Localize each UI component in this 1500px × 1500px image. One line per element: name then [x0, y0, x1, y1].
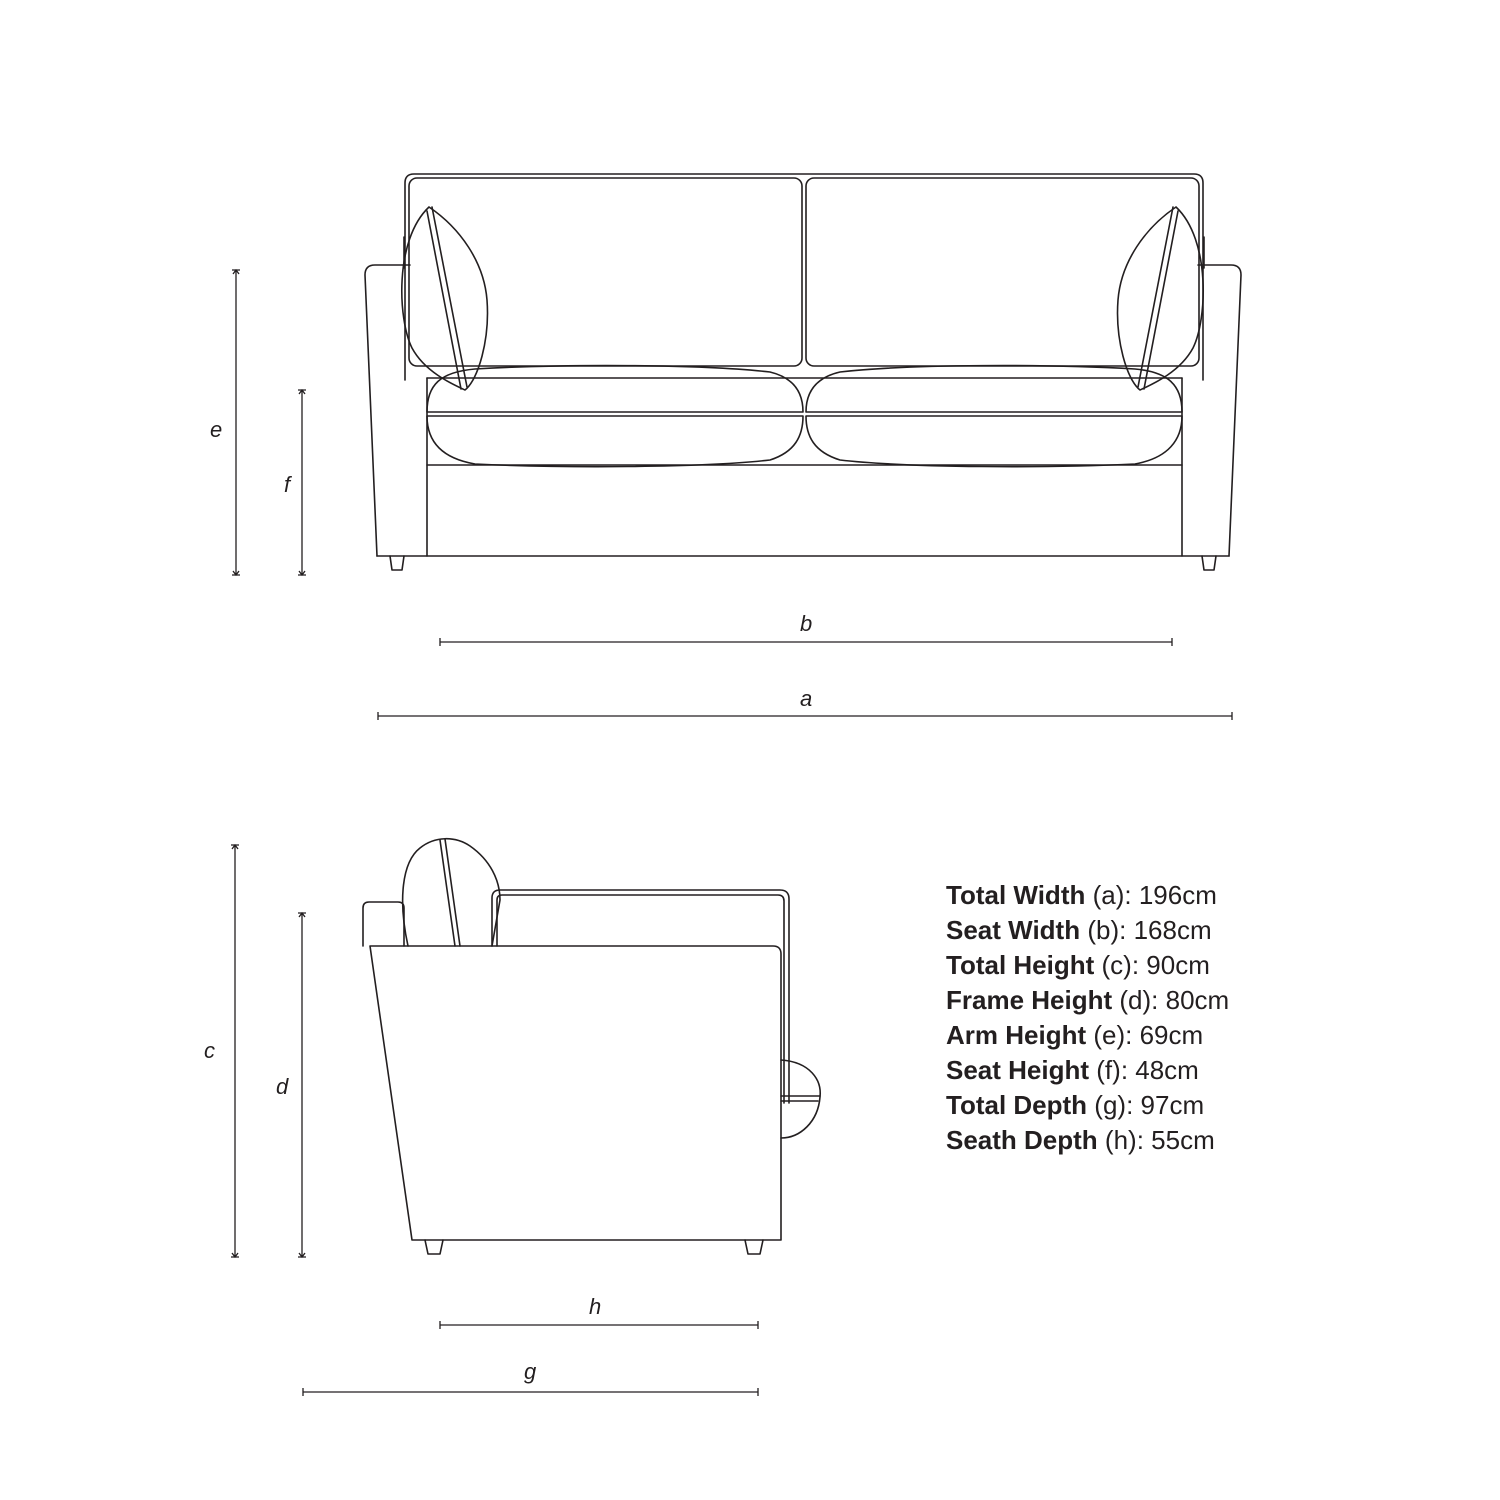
spec-key: (g)	[1094, 1090, 1127, 1120]
spec-name: Seat Width	[946, 915, 1081, 945]
back-cushion-right	[806, 178, 1199, 366]
spec-value: : 80cm	[1151, 985, 1230, 1015]
front-leg-right	[1202, 556, 1216, 570]
side-seat-cushion-seam	[781, 1096, 820, 1101]
spec-name: Total Depth	[946, 1090, 1088, 1120]
spec-key: (h)	[1104, 1125, 1137, 1155]
dimension-e	[232, 270, 240, 575]
spec-value: : 196cm	[1124, 880, 1217, 910]
seat-cushion-right-front	[806, 416, 1182, 467]
side-back-cushion-inner	[497, 895, 784, 1103]
dimension-label-d: d	[276, 1074, 289, 1099]
scatter-cushion-left	[402, 207, 488, 390]
spec-name: Arm Height	[946, 1020, 1087, 1050]
spec-name: Seat Height	[946, 1055, 1090, 1085]
side-leg-front	[745, 1240, 763, 1254]
spec-arm-height	[946, 1018, 1229, 1053]
spec-frame-height	[946, 983, 1229, 1018]
spec-total-height	[946, 948, 1229, 983]
dimension-label-f: f	[284, 472, 291, 497]
sofa-front-view	[365, 174, 1241, 570]
spec-value: : 90cm	[1131, 950, 1210, 980]
spec-key: (b)	[1087, 915, 1120, 945]
dimension-label-h: h	[589, 1294, 602, 1319]
dimension-b	[440, 638, 1172, 646]
spec-name: Total Width	[946, 880, 1086, 910]
specification-list	[946, 878, 1229, 1158]
dimension-label-e: e	[210, 417, 223, 442]
front-arm-left	[365, 265, 427, 556]
spec-key: (a)	[1092, 880, 1125, 910]
spec-name: Frame Height	[946, 985, 1113, 1015]
front-back-wing-left	[404, 237, 1204, 268]
front-base	[377, 465, 1229, 556]
spec-seat-depth	[946, 1123, 1229, 1158]
front-backrest	[405, 174, 1203, 380]
scatter-cushion-right	[1118, 207, 1204, 390]
side-scatter-cushion	[403, 839, 500, 946]
side-leg-back	[425, 1240, 443, 1254]
side-backrest	[363, 902, 404, 946]
sofa-side-view	[363, 839, 820, 1254]
spec-key: (c)	[1101, 950, 1132, 980]
dimension-f	[298, 390, 306, 575]
spec-key: (e)	[1093, 1020, 1126, 1050]
seat-cushion-right	[806, 366, 1182, 412]
spec-value: : 168cm	[1119, 915, 1212, 945]
back-cushion-left	[409, 178, 802, 366]
spec-name: Seath Depth	[946, 1125, 1098, 1155]
dimension-a	[378, 712, 1232, 720]
spec-name: Total Height	[946, 950, 1095, 980]
dimension-label-c: c	[204, 1038, 215, 1063]
spec-key: (d)	[1119, 985, 1152, 1015]
dimension-c	[231, 845, 239, 1257]
dimension-label-g: g	[524, 1359, 537, 1384]
seat-cushion-left-front	[427, 416, 803, 467]
spec-value: : 69cm	[1125, 1020, 1204, 1050]
dimension-g	[303, 1388, 758, 1396]
side-scatter-cushion-seam	[440, 839, 460, 946]
spec-total-width	[946, 878, 1229, 913]
spec-seat-width	[946, 913, 1229, 948]
spec-key: (f)	[1096, 1055, 1121, 1085]
dimension-label-a: a	[800, 686, 813, 711]
dimension-h	[440, 1321, 758, 1329]
spec-value: : 48cm	[1120, 1055, 1199, 1085]
side-back-cushion	[492, 890, 789, 1103]
spec-value: : 55cm	[1136, 1125, 1215, 1155]
side-body	[370, 946, 781, 1240]
spec-seat-height	[946, 1053, 1229, 1088]
front-arm-right	[1182, 265, 1241, 556]
side-seat-cushion	[781, 1060, 820, 1138]
dimension-label-b: b	[800, 611, 813, 636]
seat-cushion-left	[427, 366, 803, 412]
spec-total-depth	[946, 1088, 1229, 1123]
dimension-d	[298, 913, 306, 1257]
front-leg-left	[390, 556, 404, 570]
spec-value: : 97cm	[1126, 1090, 1205, 1120]
